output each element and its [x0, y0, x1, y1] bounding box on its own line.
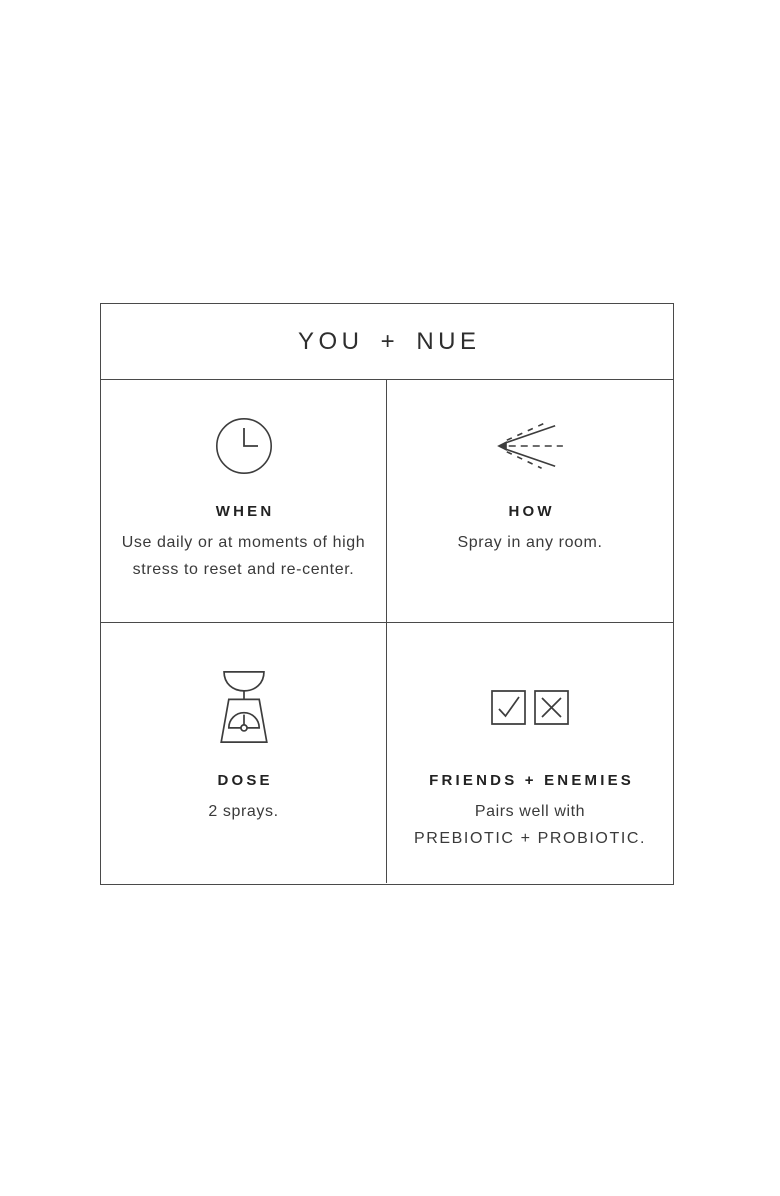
dose-line-1: 2 sprays.: [208, 803, 279, 820]
cell-how: [387, 380, 673, 623]
cell-friends: [387, 623, 673, 883]
when-body: [122, 529, 366, 583]
friends-body: [414, 798, 646, 852]
friends-line-2: PREBIOTIC + PROBIOTIC.: [413, 830, 647, 847]
scale-icon: [214, 669, 274, 745]
when-line-2: stress to reset and re-center.: [132, 561, 355, 578]
card-header: [101, 304, 673, 380]
check-x-icon: [491, 669, 569, 745]
clock-icon: [215, 416, 273, 476]
friends-line-1: Pairs well with: [474, 803, 586, 820]
how-body: [457, 529, 602, 556]
cell-dose: [101, 623, 387, 883]
spray-icon: [495, 416, 565, 476]
dose-heading: DOSE: [217, 772, 273, 789]
cell-when: [101, 380, 387, 623]
when-heading: WHEN: [215, 503, 275, 520]
dose-body: [208, 798, 278, 825]
info-grid: [101, 380, 673, 883]
friends-heading: FRIENDS + ENEMIES: [429, 772, 635, 789]
you-plus-nue-card: [100, 303, 674, 885]
when-line-1: Use daily or at moments of high: [121, 534, 366, 551]
how-heading: HOW: [508, 503, 555, 520]
how-line-1: Spray in any room.: [457, 534, 603, 551]
card-title: YOU + NUE: [297, 327, 481, 355]
